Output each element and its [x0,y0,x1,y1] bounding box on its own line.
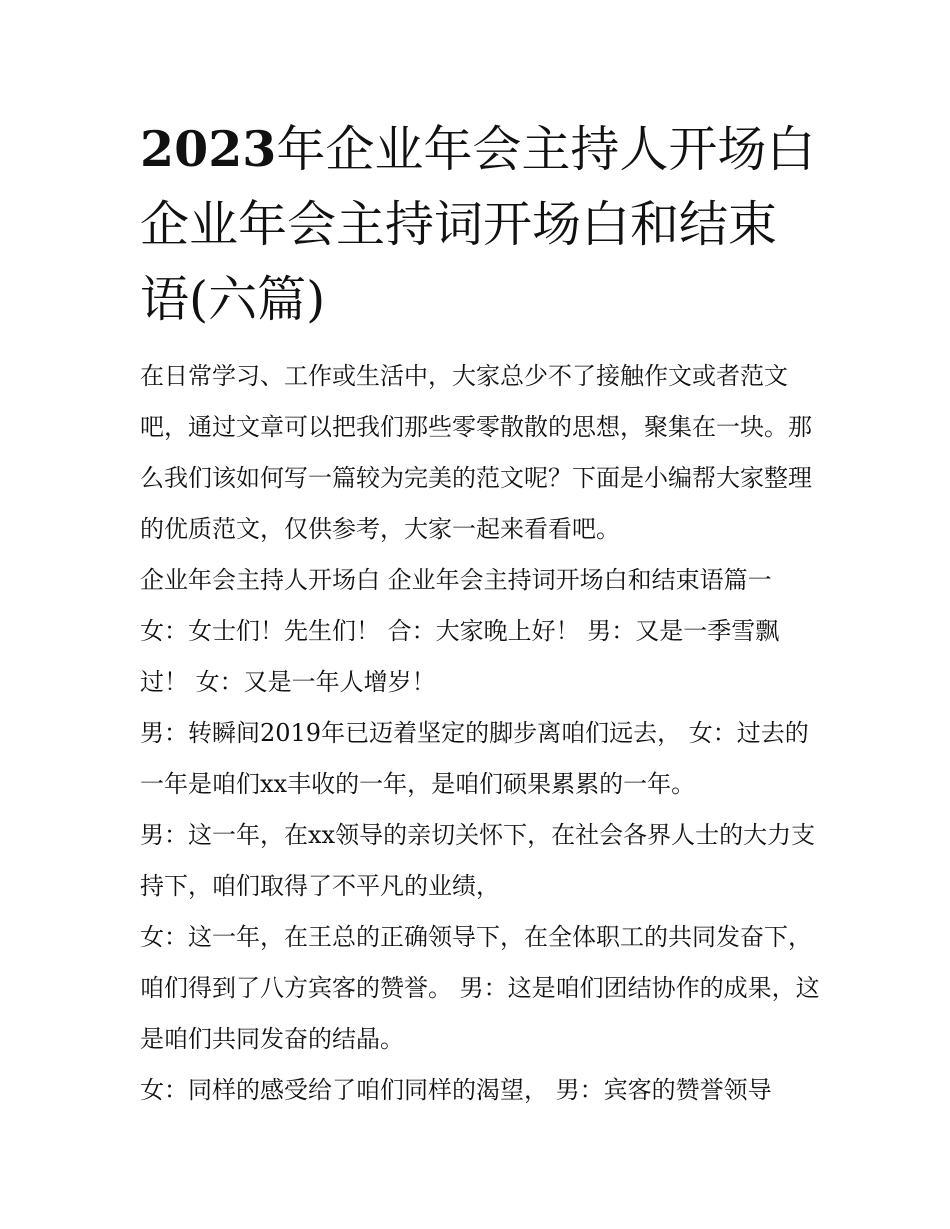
title-text: 年企业年会主持人开场白 企业年会主持词开场白和结束语(六篇) [140,121,816,328]
dialogue-paragraph: 女：同样的感受给了咱们同样的渴望， 男：宾客的赞誉领导 [140,1076,772,1104]
dialogue-paragraph: 男：转瞬间2019年已迈着坚定的脚步离咱们远去， 女：过去的一年是咱们xx丰收的一年，是咱们硕果累累的一年。 [140,719,809,798]
document-title [140,112,820,337]
title-year: 2023 [140,120,277,178]
intro-paragraph: 在日常学习、工作或生活中，大家总少不了接触作文或者范文吧，通过文章可以把我们那些零零散散的思想，聚集在一块。那么我们该如何写一篇较为完美的范文呢？下面是小编帮大家整理的优质范文，仅供参考，大家一起来看看吧。 [140,362,812,543]
dialogue-paragraph: 男：这一年，在xx领导的亲切关怀下，在社会各界人士的大力支持下，咱们取得了不平凡的业绩， [140,821,816,900]
section-heading: 企业年会主持人开场白 企业年会主持词开场白和结束语篇一 [140,566,772,594]
dialogue-paragraph: 女：这一年，在王总的正确领导下，在全体职工的共同发奋下，咱们得到了八方宾客的赞誉。 男：这是咱们团结协作的成果，这是咱们共同发奋的结晶。 [140,923,820,1053]
dialogue-paragraph: 女：女士们！先生们！ 合：大家晚上好！ 男：又是一季雪飘过！ 女：又是一年人增岁！ [140,617,780,696]
document-page [140,112,820,1116]
document-body [140,351,820,1116]
